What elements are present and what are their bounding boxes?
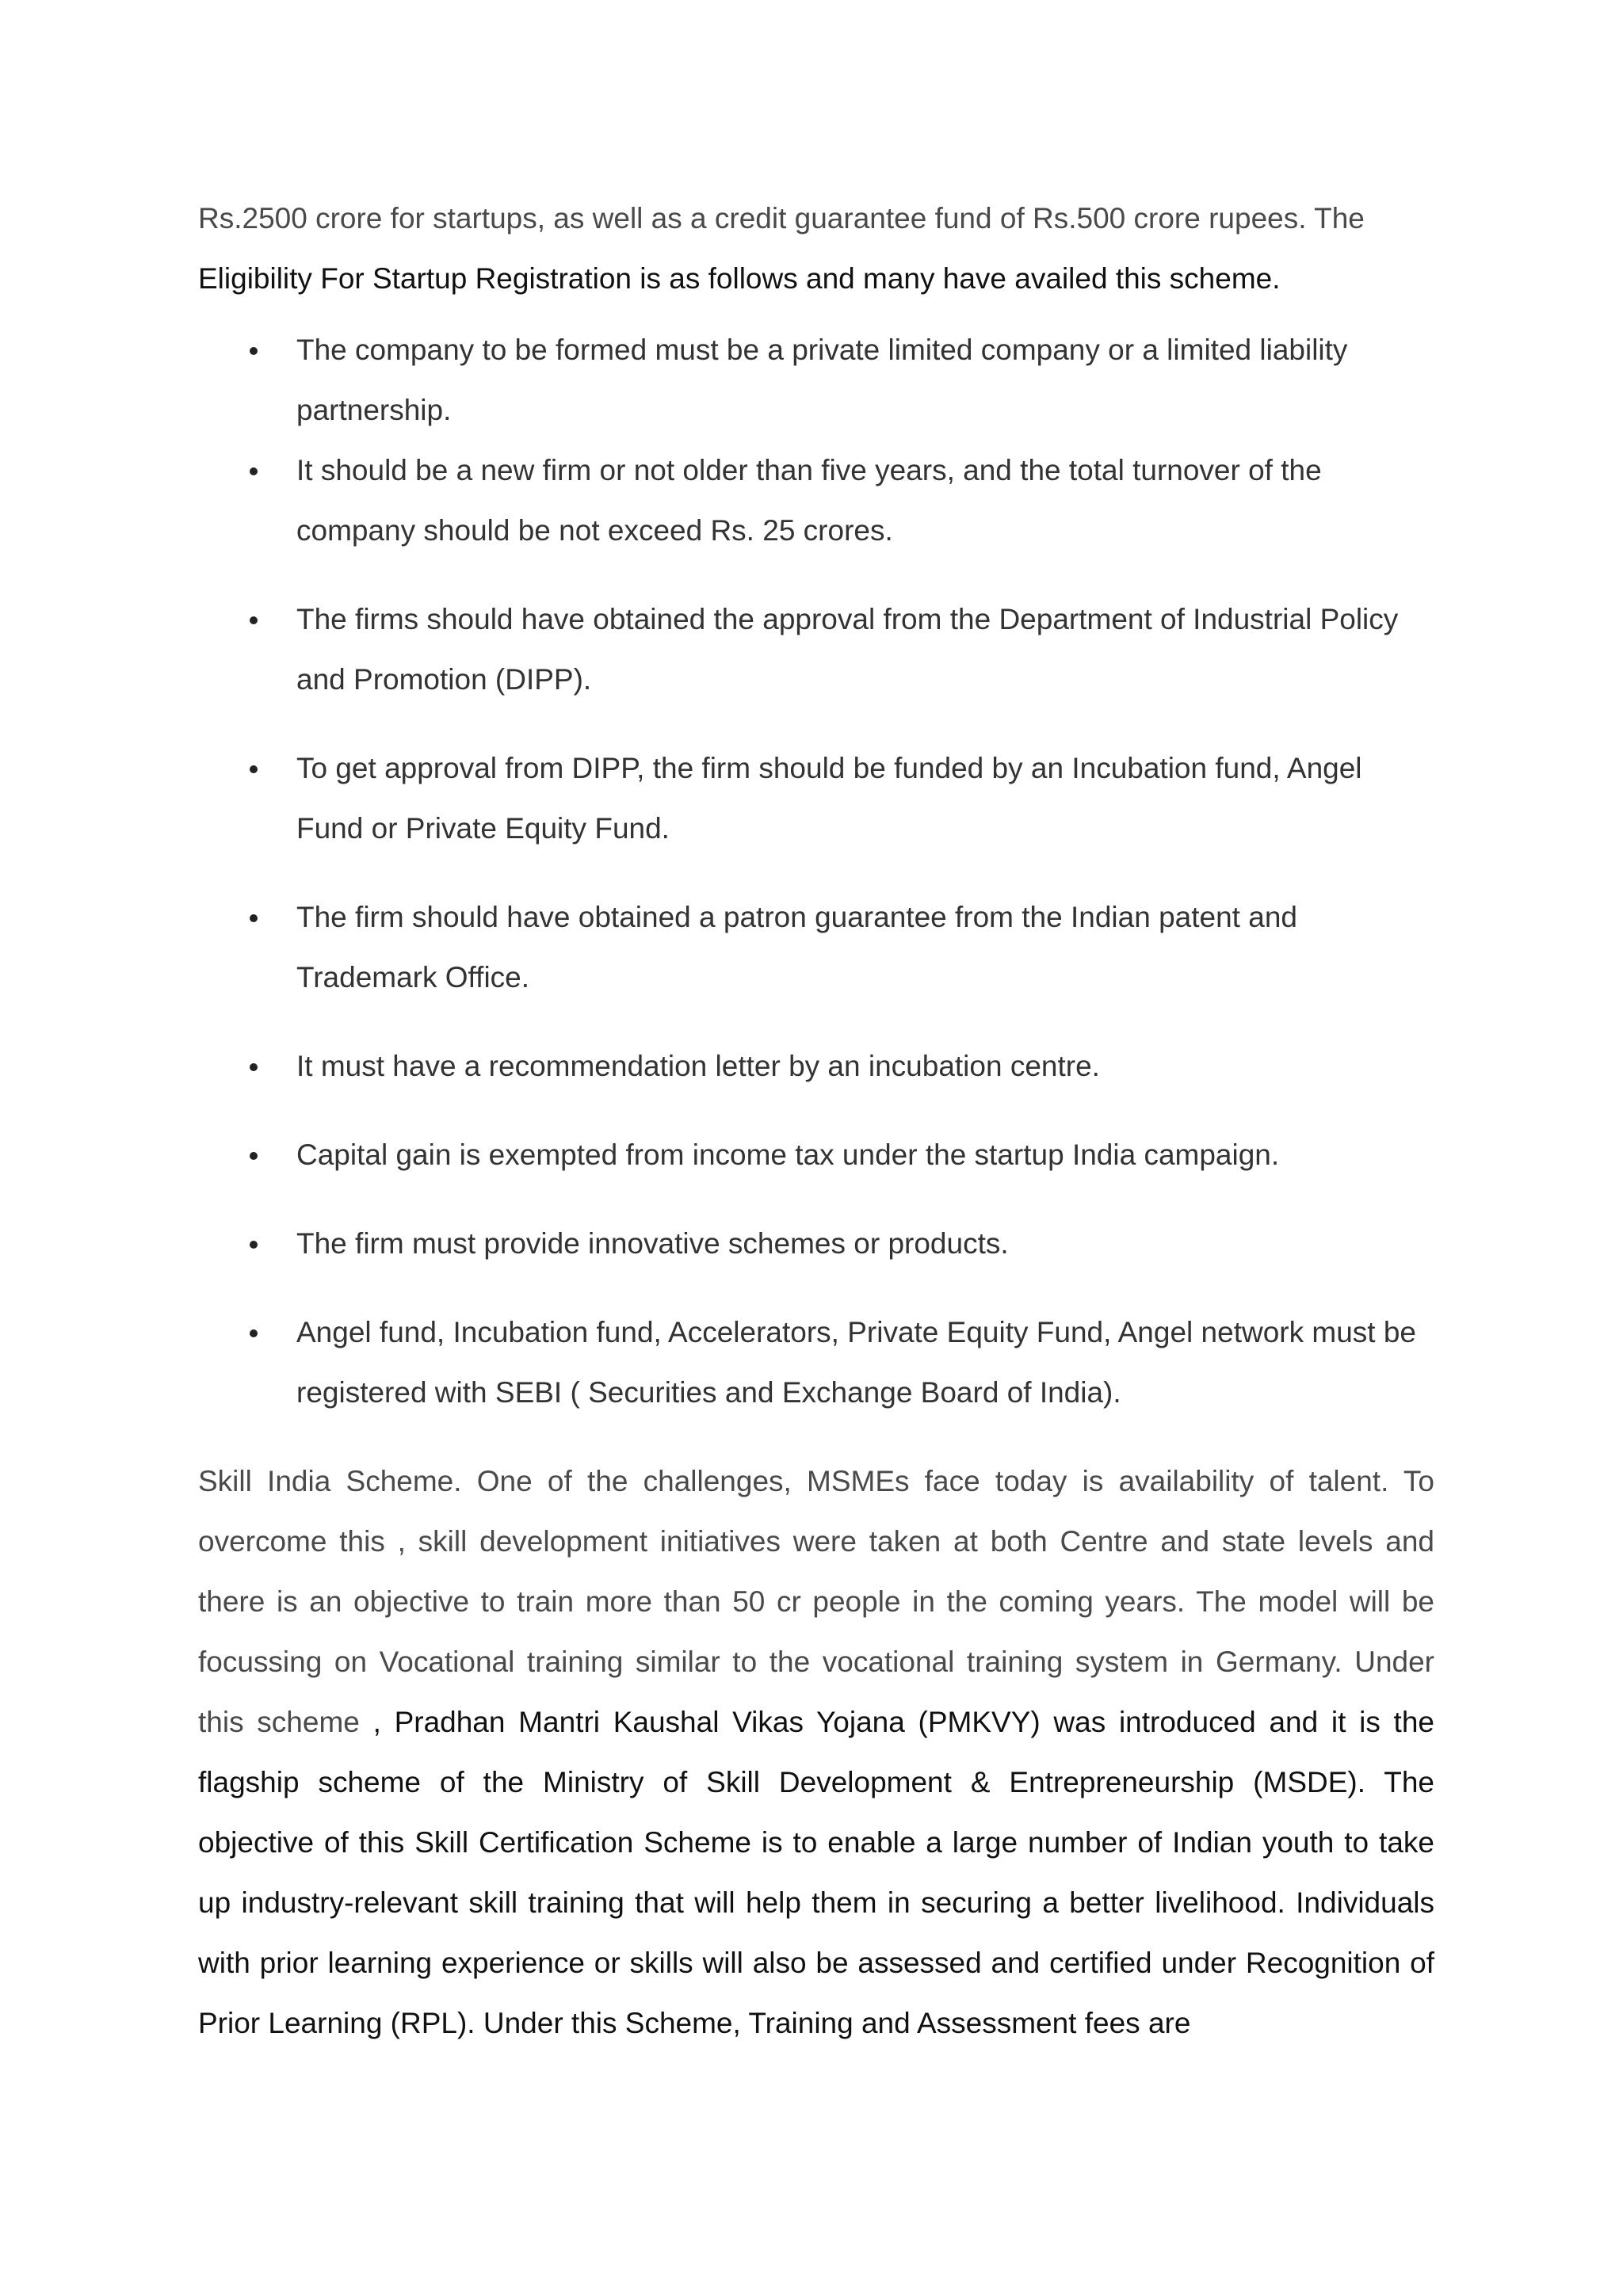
bullet-icon [250,1063,258,1071]
list-item [198,441,1434,561]
skill-india-paragraph [198,1451,1434,2054]
intro-line-1: Rs.2500 crore for startups, as well as a credit guarantee fund of Rs.500 crore rupees. The [198,202,1365,235]
list-item-text: The firm should have obtained a patron guarantee from the Indian patent and Trademark Office. [296,901,1297,994]
bullet-icon [250,1152,258,1160]
list-item-text: To get approval from DIPP, the firm should be funded by an Incubation fund, Angel Fund or Private Equity Fund. [296,752,1362,845]
bullet-icon [250,914,258,922]
list-item [198,1125,1434,1185]
bullet-icon [250,616,258,624]
list-item-text: It must have a recommendation letter by an incubation centre. [296,1050,1100,1082]
skill-text-part-1: Skill India Scheme. One of the challenges, MSMEs face today is availability of talent. To overcome this , skill development initiatives were taken at both Centre and state levels and there is an objective to train more than 50 cr people in the coming years. The model will be focussing on Vocational training similar to the vocational training system in Germany. Under this scheme [198,1465,1434,1738]
list-item-text: The firm must provide innovative schemes or products. [296,1227,1009,1260]
skill-text-part-2: , Pradhan Mantri Kaushal Vikas Yojana (PMKVY) was introduced and it is the flagship scheme of the Ministry of Skill Development & Entrepreneurship (MSDE). The objective of this Skill Certification Scheme is to enable a large number of Indian youth to take up industry-relevant skill training that will help them in securing a better livelihood. Individuals with prior learning experience or skills will also be assessed and certified under Recognition of Prior Learning (RPL). Under this Scheme, Training and Assessment fees are [198,1706,1434,2039]
list-item-text: The company to be formed must be a private limited company or a limited liability partnership. [296,334,1348,426]
intro-paragraph [198,189,1434,309]
bullet-icon [250,1329,258,1337]
bullet-icon [250,347,258,355]
list-item-text: Angel fund, Incubation fund, Accelerators, Private Equity Fund, Angel network must be registered with SEBI ( Securities and Exchange Board of India). [296,1316,1416,1409]
intro-line-2: Eligibility For Startup Registration is as follows and many have availed this scheme. [198,262,1281,295]
list-item-text: The firms should have obtained the approval from the Department of Industrial Policy and Promotion (DIPP). [296,603,1399,696]
eligibility-list [198,320,1434,1423]
list-item [198,1302,1434,1423]
list-item [198,1214,1434,1274]
list-item-text: Capital gain is exempted from income tax under the startup India campaign. [296,1138,1280,1171]
bullet-icon [250,1241,258,1249]
list-item [198,589,1434,710]
list-item [198,738,1434,859]
bullet-icon [250,765,258,773]
list-item [198,320,1434,441]
list-item-text: It should be a new firm or not older than five years, and the total turnover of the company should be not exceed Rs. 25 crores. [296,454,1322,547]
list-item [198,887,1434,1008]
list-item [198,1036,1434,1097]
bullet-icon [250,467,258,475]
